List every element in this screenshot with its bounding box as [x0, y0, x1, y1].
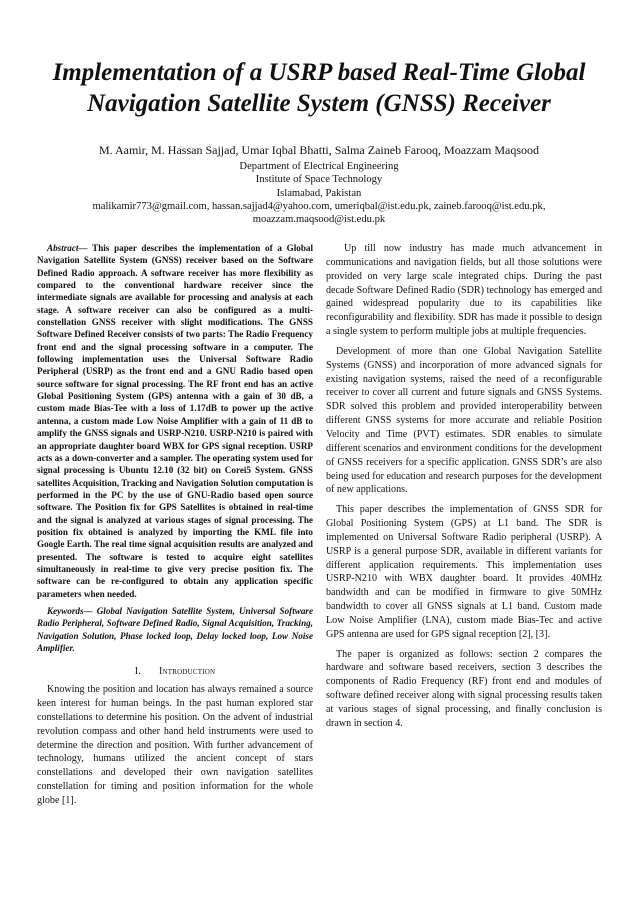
- emails-line-2: moazzam.maqsood@ist.edu.pk: [252, 214, 386, 226]
- abstract: [37, 242, 313, 600]
- intro-paragraph: Knowing the position and location has always remained a source keen interest for human beings. In the past human explored star constellations to determine his position. On the advent of industrial revolution compass and other hand held instruments were used to determine the direction and position. With further advancement of technology, humans utilized the ancient concept of stars constellations and developed their own navigation satellites constellation for timing and position information for the whole globe [1].: [37, 684, 313, 806]
- abstract-text: This paper describes the implementation of a Global Navigation Satellite System (GNSS) receiver based on the Software Defined Radio approach. A software receiver has more flexibility as compared to the conventional hardware receiver since the intermediate signals are available for processing and analysis at each stage. A software receiver can also be configured as a multi-constellation GNSS receiver with slight modifications. The GNSS Software Defined Receiver consists of two parts: The Radio Frequency front end and the signal processing software in a computer. The following implementation uses the Universal Software Radio Peripheral (USRP) as the front end and a GNU Radio based open source software for signal processing. The RF front end has an active Global Positioning System (GPS) antenna with a gain of 30 dB, a custom made Bias-Tee with a loss of 1.17dB to power up the active antenna, a custom made Low Noise Amplifier with a gain of 11 dB to amplify the GNSS signals and USRP-N210. USRP-N210 is paired with an appropriate daughter board WBX for GPS signal reception. USRP acts as a down-converter and a sampler. The operating system used for signal processing is Ubuntu 12.10 (32 bit) on Corei5 System. GNSS satellites Acquisition, Tracking and Navigation Solution computation is performed in the PC by the use of GNU-Radio based open source software. The Position fix for GPS Satellites is obtained in real-time and the signal is analyzed at various stages of signal processing. The position fix obtained is analyzed by importing the KML file into Google Earth. The real time signal acquisition results are analyzed and presented. The software is tested to acquire eight satellites simultaneously in real-time to give very precise position fix. The software can be re-configured to obtain any application specific parameters when needed.: [37, 243, 313, 599]
- body-paragraph: Up till now industry has made much advancement in communications and navigation fields, but all those solutions were provided on very large scale integrated chips. During the past decade Software Defined Radio (SDR) technology has emerged and gained widespread popularity due to its capabilities like reconfigurability and flexibility. SDR has made it possible to design a single system to perform multiple jobs at multiple frequencies.: [326, 243, 602, 338]
- body-paragraph: Development of more than one Global Navigation Satellite Systems (GNSS) and incorporation of more advanced signals for existing navigation systems, raised the need of a reconfigurable receiver to cover all current and future signals and GNSS Systems. SDR solved this problem and provided interoperability between different GNSS systems for more accurate and reliable Position Velocity and Time (PVT) estimates. SDR enables to simulate different scenarios and environment conditions for the development of GNSS receivers for a specific application. GNSS SDR’s are also being used for education and research purposes for the development of new applications.: [326, 345, 602, 496]
- department: Department of Electrical Engineering: [239, 161, 399, 172]
- section-heading-introduction: [37, 665, 313, 679]
- right-column: [326, 242, 602, 731]
- city: Islamabad, Pakistan: [276, 187, 362, 199]
- paper-title: [20, 57, 618, 119]
- author-list: M. Aamir, M. Hassan Sajjad, Umar Iqbal Bhatti, Salma Zaineb Farooq, Moazzam Maqsood: [98, 143, 540, 157]
- institute: Institute of Space Technology: [255, 174, 383, 186]
- keywords: Keywords— Global Navigation Satellite System, Universal Software Radio Peripheral, Software Defined Radio, Signal Acquisition, Tracking, Navigation Solution, Phase locked loop, Delay locked loop, Low Noise Amplifier.: [37, 605, 313, 653]
- section-title: Introduction: [158, 666, 216, 678]
- body-paragraph: The paper is organized as follows: section 2 compares the hardware and software based receivers, section 3 describes the components of Radio Frequency (RF) front end and modules of software defined receiver along with signal processing results taken at various stages of signal processing, and finally conclusion is drawn in section 4.: [326, 648, 602, 729]
- left-column: [37, 242, 313, 808]
- emails-line-1: malikamir773@gmail.com, hassan.sajjad4@yahoo.com, umeriqbal@ist.edu.pk, zaineb.farooq@ist.edu.pk,: [92, 200, 546, 212]
- title-line-2: Navigation Satellite System (GNSS) Receiver: [87, 90, 551, 117]
- title-line-1: Implementation of a USRP based Real-Time Global: [52, 59, 586, 86]
- body-paragraph: This paper describes the implementation of GNSS SDR for Global Positioning System (GPS) at L1 band. The SDR is implemented on Universal Software Radio peripheral (USRP). A USRP is a general purpose SDR, available in different variants for different application requirements. This implementation uses USRP-N210 with WBX daughter board. It provides 40MHz bandwidth and can be modified in firmware to give 50MHz bandwidth to cover all GNSS signals at L1 band. Custom made Low Noise Amplifier (LNA), custom made Bias-Tec and active GPS antenna are used for GPS signal reception [2], [3].: [326, 504, 602, 640]
- affiliation-block: [20, 160, 618, 226]
- section-number: I.: [134, 666, 141, 678]
- abstract-lead: Abstract—: [47, 243, 88, 253]
